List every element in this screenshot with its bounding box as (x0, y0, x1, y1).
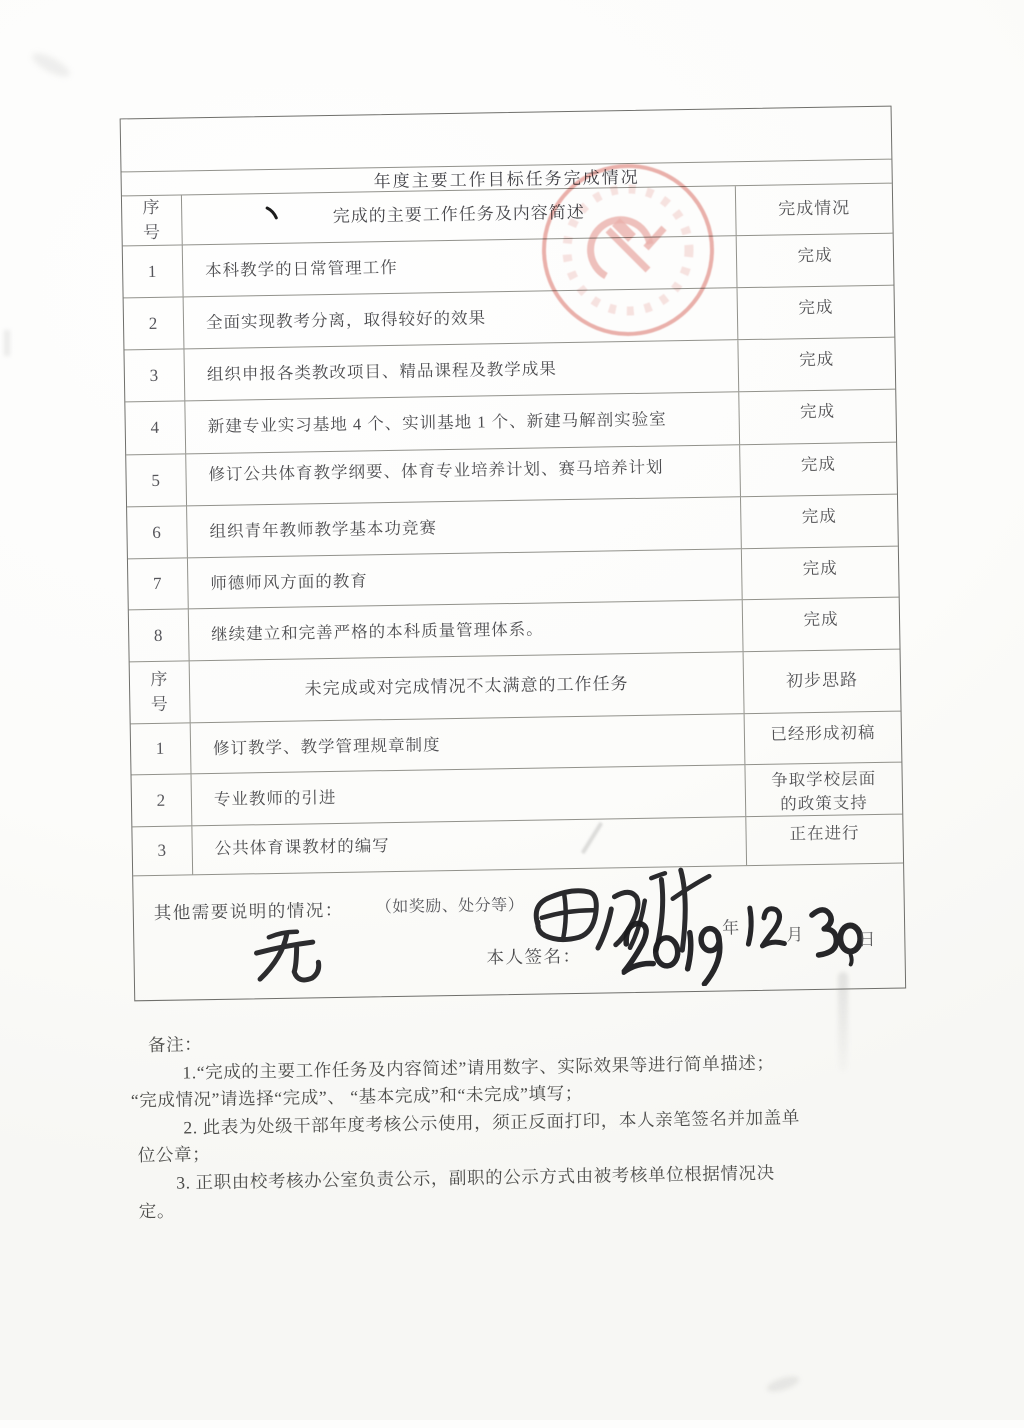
footnotes (130, 1019, 925, 1225)
row-status: 完成 (799, 401, 836, 422)
row-task: 公共体育课教材的编写 (192, 817, 747, 874)
header-num-cell (130, 661, 191, 723)
header-num-label: 序号 (150, 669, 169, 714)
other-remarks-hint: （如奖励、处分等） (375, 896, 525, 917)
footnote-line: 2. 此表为处级干部年度考核公示使用，须正反面打印，本人亲笔签名并加盖单 (183, 1107, 801, 1138)
row-number: 1 (131, 723, 192, 774)
row-task: 专业教师的引进 (192, 765, 747, 825)
row-number: 5 (126, 454, 187, 506)
row-number: 8 (129, 609, 190, 661)
footnote-line: 定。 (138, 1200, 176, 1221)
row-task: 新建专业实习基地 4 个、实训基地 1 个、新建马解剖实验室 (185, 392, 740, 453)
hammer-and-sickle-emblem (591, 220, 664, 276)
header-num-label: 序号 (142, 197, 162, 242)
row-number: 2 (132, 774, 193, 826)
header-task-label: 未完成或对完成情况不太满意的工作任务 (190, 652, 745, 722)
header-status-label: 完成情况 (778, 198, 851, 219)
row-number: 4 (125, 401, 186, 454)
row-number: 2 (124, 297, 185, 349)
row-task: 修订教学、教学管理规章制度 (191, 714, 746, 773)
footnotes-heading: 备注： (147, 1034, 203, 1056)
footnote-line: 位公章； (137, 1144, 211, 1166)
assessment-table (120, 106, 907, 1002)
header-task-label: 完成的主要工作任务及内容简述 (182, 186, 737, 244)
row-status: 完成 (803, 609, 839, 630)
row-task: 全面实现教考分离，取得较好的效果 (184, 288, 739, 348)
handwritten-month-12 (740, 899, 791, 955)
footnote-line: 3. 正职由校考核办公室负责公示，副职的公示方式由被考核单位根据情况决 (176, 1162, 775, 1193)
handwritten-day-30 (804, 902, 865, 967)
row-number: 6 (127, 506, 188, 558)
table-title: 年度主要工作目标任务完成情况 (373, 167, 640, 192)
row-task: 组织青年教师教学基本功竞赛 (187, 497, 742, 557)
date-day-unit: 日 (858, 930, 877, 950)
row-number: 1 (123, 245, 184, 297)
footnote-line: “完成情况”请选择“完成”、 “基本完成”和“未完成”填写； (130, 1083, 584, 1111)
date-month-unit: 月 (786, 925, 805, 945)
row-status: 完成 (800, 454, 837, 475)
header-num-cell (122, 195, 183, 245)
pending-header-row (130, 649, 901, 724)
handwritten-year-2019 (618, 902, 737, 990)
row-status: 完成 (802, 558, 838, 579)
row-status: 完成 (797, 245, 833, 266)
row-task: 本科教学的日常管理工作 (183, 236, 738, 296)
row-task: 修订公共体育教学纲要、体育专业培养计划、赛马培养计划 (186, 445, 741, 505)
row-status: 完成 (798, 297, 834, 318)
date-year-unit: 年 (721, 918, 741, 938)
row-number: 3 (132, 826, 193, 875)
footnote-line: 1.“完成的主要工作任务及内容简述”请用数字、实际效果等进行简单描述； (182, 1052, 775, 1083)
other-remarks-row (133, 863, 905, 1001)
official-red-seal-stamp (536, 158, 720, 342)
row-status: 完成 (799, 349, 835, 370)
stray-pen-tick-mark (264, 205, 280, 221)
handwritten-none-answer (250, 921, 333, 988)
row-task: 师德师风方面的教育 (188, 549, 743, 608)
row-status: 完成 (801, 506, 837, 527)
header-status-label: 初步思路 (785, 670, 859, 691)
row-status: 争取学校层面的政策支持 (771, 768, 877, 814)
row-status: 已经形成初稿 (770, 722, 876, 744)
row-status: 正在进行 (789, 823, 860, 844)
row-task: 继续建立和完善严格的本科质量管理体系。 (189, 600, 744, 660)
other-remarks-label: 其他需要说明的情况： (153, 899, 344, 923)
row-number: 3 (124, 349, 185, 401)
signature-label: 本人签名： (486, 945, 582, 968)
row-number: 7 (128, 558, 189, 609)
row-task: 组织申报各类教改项目、精品课程及教学成果 (184, 340, 739, 400)
